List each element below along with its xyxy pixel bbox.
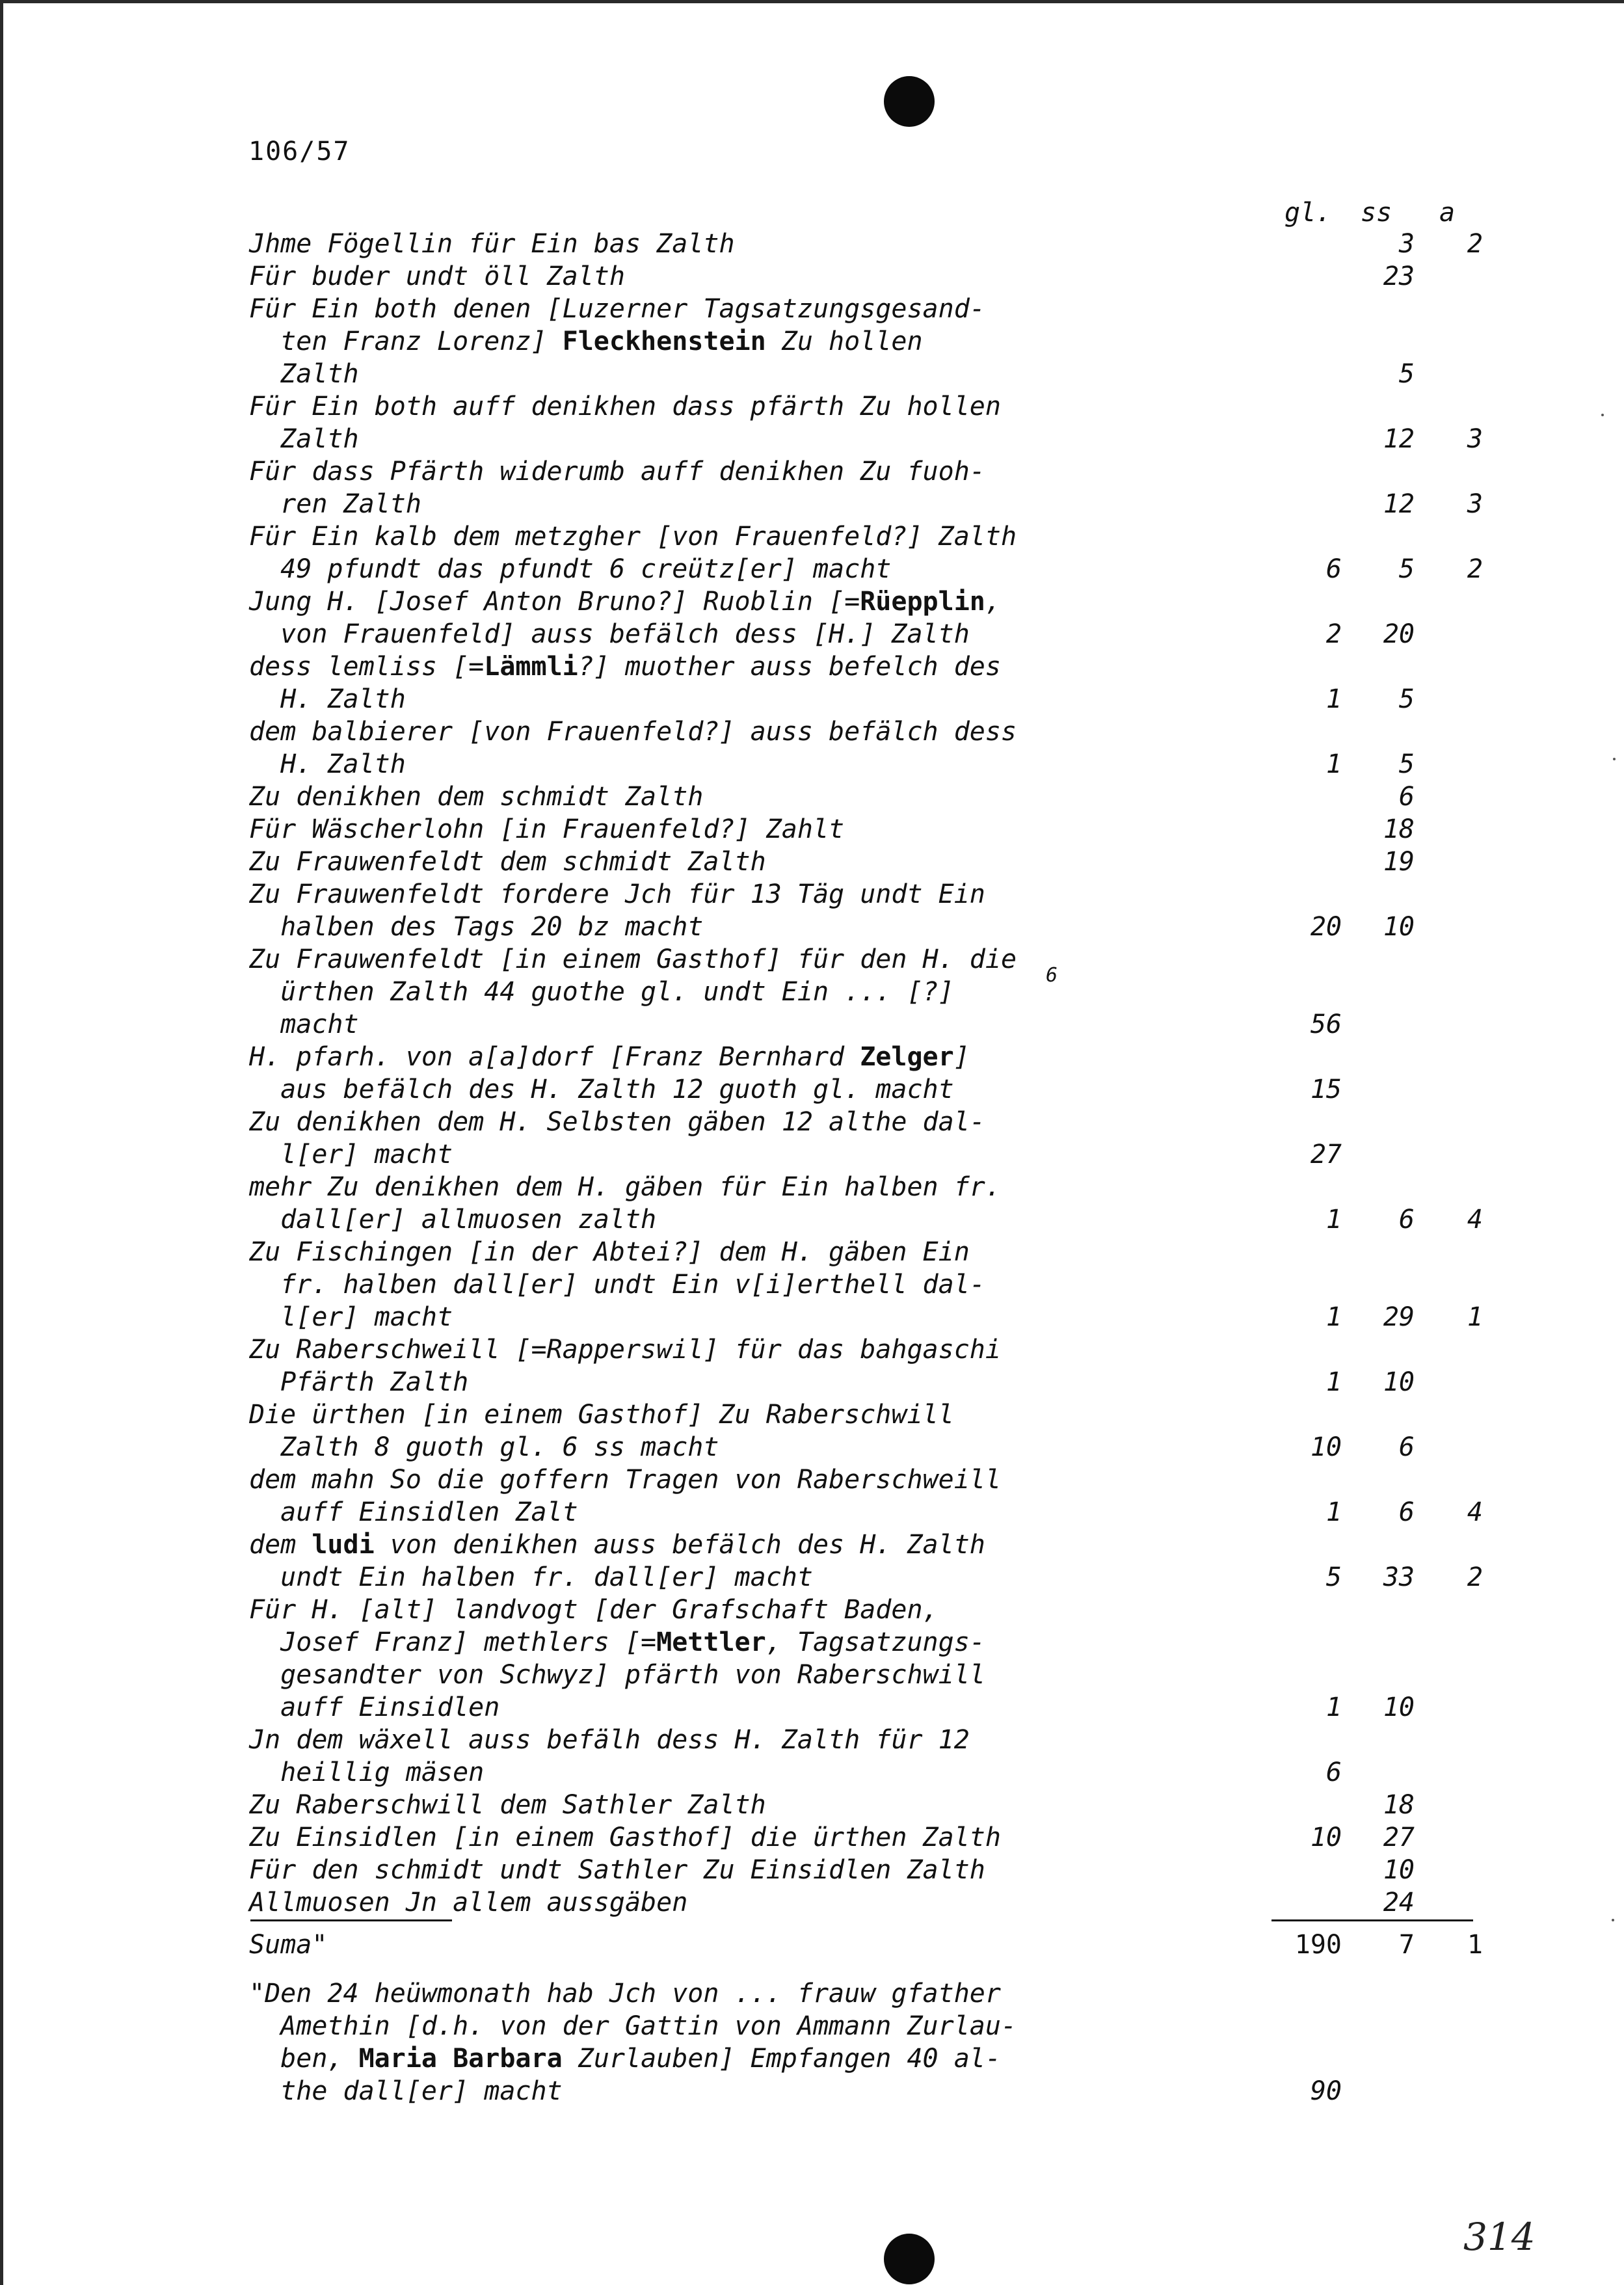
entry-text: Für Ein both auff denikhen dass pfärth Zu hollen Zalth xyxy=(249,392,1001,454)
ledger-entry xyxy=(249,455,1485,520)
sum-row xyxy=(249,1929,1485,1961)
scan-edge-left xyxy=(0,0,3,2285)
ledger-entry xyxy=(249,1594,1485,1724)
column-header-a: a xyxy=(1439,198,1456,228)
sum-label: Suma" xyxy=(249,1930,328,1960)
entry-amount-ss: 20 xyxy=(1383,619,1415,649)
entry-amount-ss: 12 xyxy=(1383,489,1415,519)
ledger-entry xyxy=(249,1886,1485,1919)
entry-text: Die ürthen [in einem Gasthof] Zu Raberschwill Zalth 8 guoth gl. 6 ss macht xyxy=(249,1400,954,1462)
entry-amount-ss: 6 xyxy=(1398,1497,1415,1527)
entry-text: Zu Frauwenfeldt fordere Jch für 13 Täg undt Ein halben des Tags 20 bz macht xyxy=(249,879,985,942)
ledger-entry xyxy=(249,228,1485,260)
entry-amount-gl: 15 xyxy=(1310,1075,1342,1104)
entry-text: Für Wäscherlohn [in Frauenfeld?] Zahlt xyxy=(249,814,845,844)
scan-speck xyxy=(1601,414,1604,416)
entry-amount-a: 4 xyxy=(1467,1497,1483,1527)
entry-text: Zu Fischingen [in der Abtei?] dem H. gäben Ein fr. halben dall[er] undt Ein v[i]erthell dal- l[er] macht xyxy=(249,1237,985,1332)
ledger-entry xyxy=(249,650,1485,715)
sum-gl: 190 xyxy=(1294,1930,1342,1960)
sum-a: 1 xyxy=(1467,1930,1483,1960)
footnote-mark: 6 xyxy=(1046,964,1058,987)
entry-amount-gl: 27 xyxy=(1310,1140,1342,1169)
ledger-entry xyxy=(249,1821,1485,1854)
entry-amount-a: 4 xyxy=(1467,1205,1483,1235)
entry-amount-ss: 5 xyxy=(1398,359,1415,389)
ledger-entry xyxy=(249,1333,1485,1398)
entry-amount-gl: 2 xyxy=(1325,619,1342,649)
ledger-entry xyxy=(249,878,1485,943)
entry-amount-gl: 56 xyxy=(1310,1009,1342,1039)
folio-number: 314 xyxy=(1463,2215,1536,2259)
entry-amount-a: 2 xyxy=(1467,229,1483,259)
entry-amount-ss: 5 xyxy=(1398,554,1415,584)
column-header-ss: ss xyxy=(1361,198,1392,228)
entry-text: Für den schmidt undt Sathler Zu Einsidlen Zalth xyxy=(249,1855,985,1885)
rule-under-text xyxy=(250,1919,452,1921)
ledger-entry xyxy=(249,1463,1485,1529)
entry-amount-ss: 10 xyxy=(1383,1855,1415,1885)
entry-text: Zu Frauwenfeldt [in einem Gasthof] für den H. die ürthen Zalth 44 guothe gl. undt Ein ... [?] macht xyxy=(249,944,1017,1039)
entry-amount-ss: 33 xyxy=(1383,1562,1415,1592)
entry-amount-a: 2 xyxy=(1467,1562,1483,1592)
ledger-entry xyxy=(249,260,1485,293)
note-text: "Den 24 heüwmonath hab Jch von ... frauw gfather Amethin [d.h. von der Gattin von Ammann Zurlau- ben, Maria Barbara Zurlauben] Empfangen 40 al- the dall[er] macht xyxy=(249,1979,1017,2106)
scan-edge-top xyxy=(0,0,1624,3)
entry-amount-gl: 1 xyxy=(1325,1497,1342,1527)
entry-text: Jung H. [Josef Anton Bruno?] Ruoblin [=Rüepplin, von Frauenfeld] auss befälch dess [H.] Zalth xyxy=(249,587,1001,649)
entry-amount-gl: 20 xyxy=(1310,912,1342,942)
entry-amount-gl: 5 xyxy=(1325,1562,1342,1592)
entry-amount-ss: 24 xyxy=(1383,1888,1415,1918)
entry-text: mehr Zu denikhen dem H. gäben für Ein halben fr. dall[er] allmuosen zalth xyxy=(249,1172,1001,1235)
ledger-entry xyxy=(249,715,1485,781)
entry-amount-ss: 12 xyxy=(1383,424,1415,454)
entry-text: dem balbierer [von Frauenfeld?] auss befälch dess H. Zalth xyxy=(249,717,1017,779)
rule-above-sum xyxy=(1271,1919,1473,1921)
entry-text: Zu Frauwenfeldt dem schmidt Zalth xyxy=(249,847,766,877)
entry-text: dess lemliss [=Lämmli?] muother auss befelch des H. Zalth xyxy=(249,652,1001,714)
ledger-entry xyxy=(249,943,1485,1041)
ledger-entry xyxy=(249,1106,1485,1171)
entry-amount-ss: 6 xyxy=(1398,782,1415,812)
entry-amount-ss: 5 xyxy=(1398,749,1415,779)
entry-amount-ss: 5 xyxy=(1398,684,1415,714)
ledger-entry xyxy=(249,293,1485,390)
scan-speck xyxy=(1612,1919,1614,1921)
entry-amount-gl: 10 xyxy=(1310,1432,1342,1462)
column-header-gl: gl. xyxy=(1285,198,1332,228)
ledger-entry xyxy=(249,1236,1485,1333)
entry-amount-a: 3 xyxy=(1467,424,1483,454)
ledger-entry xyxy=(249,520,1485,585)
entry-amount-gl: 6 xyxy=(1325,554,1342,584)
entry-text: Zu Einsidlen [in einem Gasthof] die ürthen Zalth xyxy=(249,1823,1001,1852)
entry-amount-gl: 1 xyxy=(1325,684,1342,714)
ledger-entry xyxy=(249,1724,1485,1789)
punch-hole-bottom xyxy=(884,2234,935,2284)
entry-text: Für Ein both denen [Luzerner Tagsatzungsgesand- ten Franz Lorenz] Fleckhenstein Zu hollen Zalth xyxy=(249,294,985,389)
entry-amount-gl: 1 xyxy=(1325,1205,1342,1235)
entry-amount-ss: 10 xyxy=(1383,1692,1415,1722)
ledger-entry xyxy=(249,781,1485,813)
entry-amount-ss: 6 xyxy=(1398,1432,1415,1462)
entry-amount-ss: 6 xyxy=(1398,1205,1415,1235)
entry-text: Für H. [alt] landvogt [der Grafschaft Baden, Josef Franz] methlers [=Mettler, Tagsatzungs- gesandter von Schwyz] pfärth von Raberschwill auff Einsidlen xyxy=(249,1595,985,1722)
ledger-entries xyxy=(249,228,1485,1919)
entry-amount-ss: 18 xyxy=(1383,1790,1415,1820)
entry-text: Für buder undt öll Zalth xyxy=(249,261,625,291)
entry-amount-gl: 1 xyxy=(1325,1302,1342,1332)
punch-hole-top xyxy=(884,76,935,127)
ledger-entry xyxy=(249,585,1485,650)
entry-amount-a: 2 xyxy=(1467,554,1483,584)
ledger-entry xyxy=(249,1854,1485,1886)
entry-text: Für dass Pfärth widerumb auff denikhen Zu fuoh- ren Zalth xyxy=(249,457,985,519)
entry-amount-ss: 19 xyxy=(1383,847,1415,877)
entry-text: Jn dem wäxell auss befälh dess H. Zalth für 12 heillig mäsen xyxy=(249,1725,970,1787)
sum-ss: 7 xyxy=(1398,1930,1415,1960)
ledger-entry xyxy=(249,1398,1485,1463)
ledger-entry xyxy=(249,1171,1485,1236)
entry-text: Allmuosen Jn allem aussgäben xyxy=(249,1888,688,1918)
document-reference: 106/57 xyxy=(248,137,351,167)
scan-speck xyxy=(1613,758,1616,760)
entry-amount-ss: 10 xyxy=(1383,1367,1415,1397)
entry-amount-gl: 1 xyxy=(1325,1692,1342,1722)
entry-text: dem ludi von denikhen auss befälch des H. Zalth undt Ein halben fr. dall[er] macht xyxy=(249,1530,985,1592)
entry-amount-ss: 3 xyxy=(1398,229,1415,259)
entry-text: Zu denikhen dem schmidt Zalth xyxy=(249,782,704,812)
ledger-entry xyxy=(249,1041,1485,1106)
ledger-entry xyxy=(249,813,1485,846)
ledger-entry xyxy=(249,390,1485,455)
entry-amount-ss: 10 xyxy=(1383,912,1415,942)
entry-amount-gl: 6 xyxy=(1325,1757,1342,1787)
entry-text: Zu Raberschwill dem Sathler Zalth xyxy=(249,1790,766,1820)
entry-text: H. pfarh. von a[a]dorf [Franz Bernhard Zelger] aus befälch des H. Zalth 12 guoth gl. macht xyxy=(249,1042,970,1104)
entry-amount-ss: 23 xyxy=(1383,261,1415,291)
ledger-entry xyxy=(249,1789,1485,1821)
entry-amount-ss: 18 xyxy=(1383,814,1415,844)
entry-text: dem mahn So die goffern Tragen von Raberschweill auff Einsidlen Zalt xyxy=(249,1465,1001,1527)
entry-amount-gl: 10 xyxy=(1310,1823,1342,1852)
ledger-entry xyxy=(249,1529,1485,1594)
entry-amount-ss: 27 xyxy=(1383,1823,1415,1852)
entry-text: Zu denikhen dem H. Selbsten gäben 12 althe dal- l[er] macht xyxy=(249,1107,985,1169)
entry-text: Jhme Fögellin für Ein bas Zalth xyxy=(249,229,735,259)
entry-amount-a: 3 xyxy=(1467,489,1483,519)
note-amount-gl: 90 xyxy=(1310,2076,1342,2106)
entry-amount-ss: 29 xyxy=(1383,1302,1415,1332)
entry-text: Für Ein kalb dem metzgher [von Frauenfeld?] Zalth 49 pfundt das pfundt 6 creütz[er] macht xyxy=(249,522,1017,584)
ledger-entry xyxy=(249,846,1485,878)
entry-amount-a: 1 xyxy=(1467,1302,1483,1332)
receipt-note xyxy=(249,1977,1485,2107)
entry-text: Zu Raberschweill [=Rapperswil] für das bahgaschi Pfärth Zalth xyxy=(249,1335,1001,1397)
entry-amount-gl: 1 xyxy=(1325,749,1342,779)
entry-amount-gl: 1 xyxy=(1325,1367,1342,1397)
